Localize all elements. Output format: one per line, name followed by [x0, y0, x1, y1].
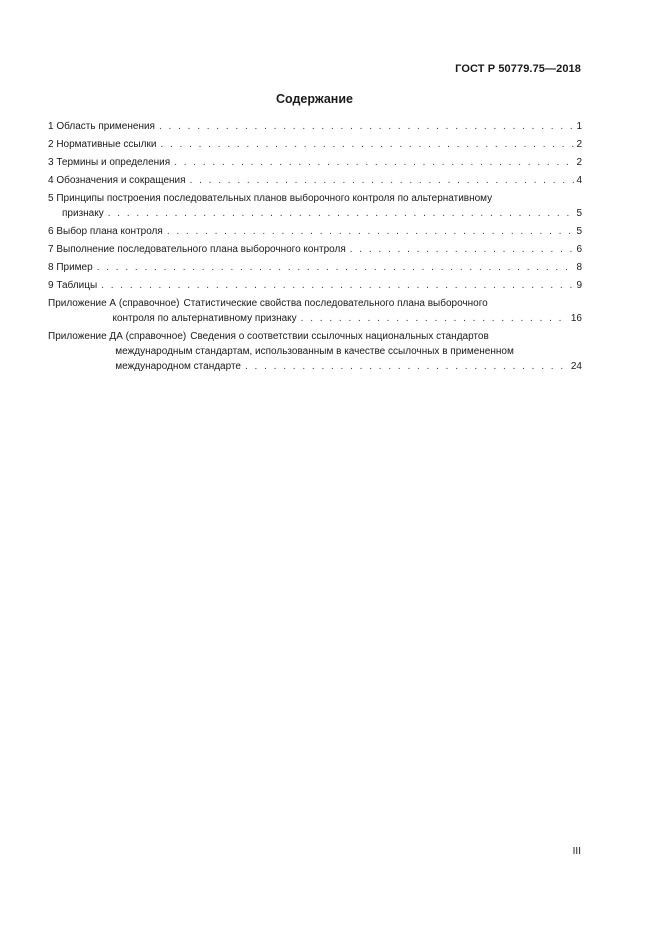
- toc-entry-text-cont: признаку: [62, 208, 104, 219]
- toc-entry-text: 8 Пример: [48, 262, 93, 273]
- appendix-page: 16: [570, 313, 582, 324]
- toc-entry-page: 2: [576, 157, 582, 168]
- toc-entry-2[interactable]: [48, 137, 582, 152]
- page-title: Содержание: [275, 92, 353, 106]
- toc-entry-3[interactable]: [48, 155, 582, 170]
- toc-entry-text: 7 Выполнение последовательного плана выборочного контроля: [48, 244, 346, 255]
- dot-leader: [301, 311, 569, 326]
- dot-leader: [97, 260, 575, 275]
- document-number: ГОСТ Р 50779.75—2018: [455, 63, 581, 75]
- appendix-title-cont: контроля по альтернативному признаку: [112, 313, 297, 324]
- dot-leader: [350, 242, 575, 257]
- toc-entry-text: 1 Область применения: [48, 121, 155, 132]
- toc-entry-text: 5 Принципы построения последовательных планов выборочного контроля по альтернативному: [48, 193, 493, 204]
- dot-leader: [174, 155, 574, 170]
- dot-leader: [160, 137, 574, 152]
- toc-entry-page: 8: [576, 262, 582, 273]
- toc-entry-text: 4 Обозначения и сокращения: [48, 175, 186, 186]
- dot-leader: [167, 224, 575, 239]
- toc-entry-page: 4: [576, 175, 582, 186]
- toc-entry-page: 2: [576, 139, 582, 150]
- toc-entry-1[interactable]: [48, 119, 582, 134]
- toc-entry-9[interactable]: [48, 278, 582, 293]
- dot-leader: [108, 206, 575, 221]
- dot-leader: [101, 278, 574, 293]
- toc-entry-page: 1: [576, 121, 582, 132]
- page-number: III: [572, 846, 581, 857]
- appendix-prefix: Приложение ДА (справочное): [48, 331, 187, 342]
- toc-entry-page: 5: [576, 226, 582, 237]
- appendix-title-cont: международном стандарте: [115, 361, 241, 372]
- appendix-title: Сведения о соответствии ссылочных национальных стандартов: [190, 331, 489, 342]
- toc-entry-4[interactable]: [48, 173, 582, 188]
- toc-entry-8[interactable]: [48, 260, 582, 275]
- toc-entry-page: 6: [576, 244, 582, 255]
- toc-entry-5[interactable]: [48, 191, 582, 221]
- appendix-page: 24: [570, 361, 582, 372]
- dot-leader: [245, 359, 569, 374]
- toc-appendix-da[interactable]: [48, 329, 582, 374]
- toc-entry-page: 5: [576, 208, 582, 219]
- dot-leader: [159, 119, 574, 134]
- toc-entry-6[interactable]: [48, 224, 582, 239]
- toc-appendix-a[interactable]: [48, 296, 582, 326]
- toc-entry-7[interactable]: [48, 242, 582, 257]
- toc-entry-text: 9 Таблицы: [48, 280, 98, 291]
- toc-entry-text: 2 Нормативные ссылки: [48, 139, 157, 150]
- dot-leader: [190, 173, 575, 188]
- appendix-title: Статистические свойства последовательного плана выборочного: [183, 298, 488, 309]
- appendix-title-cont: международным стандартам, использованным в качестве ссылочных в примененном: [115, 346, 514, 357]
- toc-entry-page: 9: [576, 280, 582, 291]
- toc-entry-text: 3 Термины и определения: [48, 157, 171, 168]
- table-of-contents: [48, 119, 582, 377]
- appendix-prefix: Приложение А (справочное): [48, 298, 180, 309]
- toc-entry-text: 6 Выбор плана контроля: [48, 226, 163, 237]
